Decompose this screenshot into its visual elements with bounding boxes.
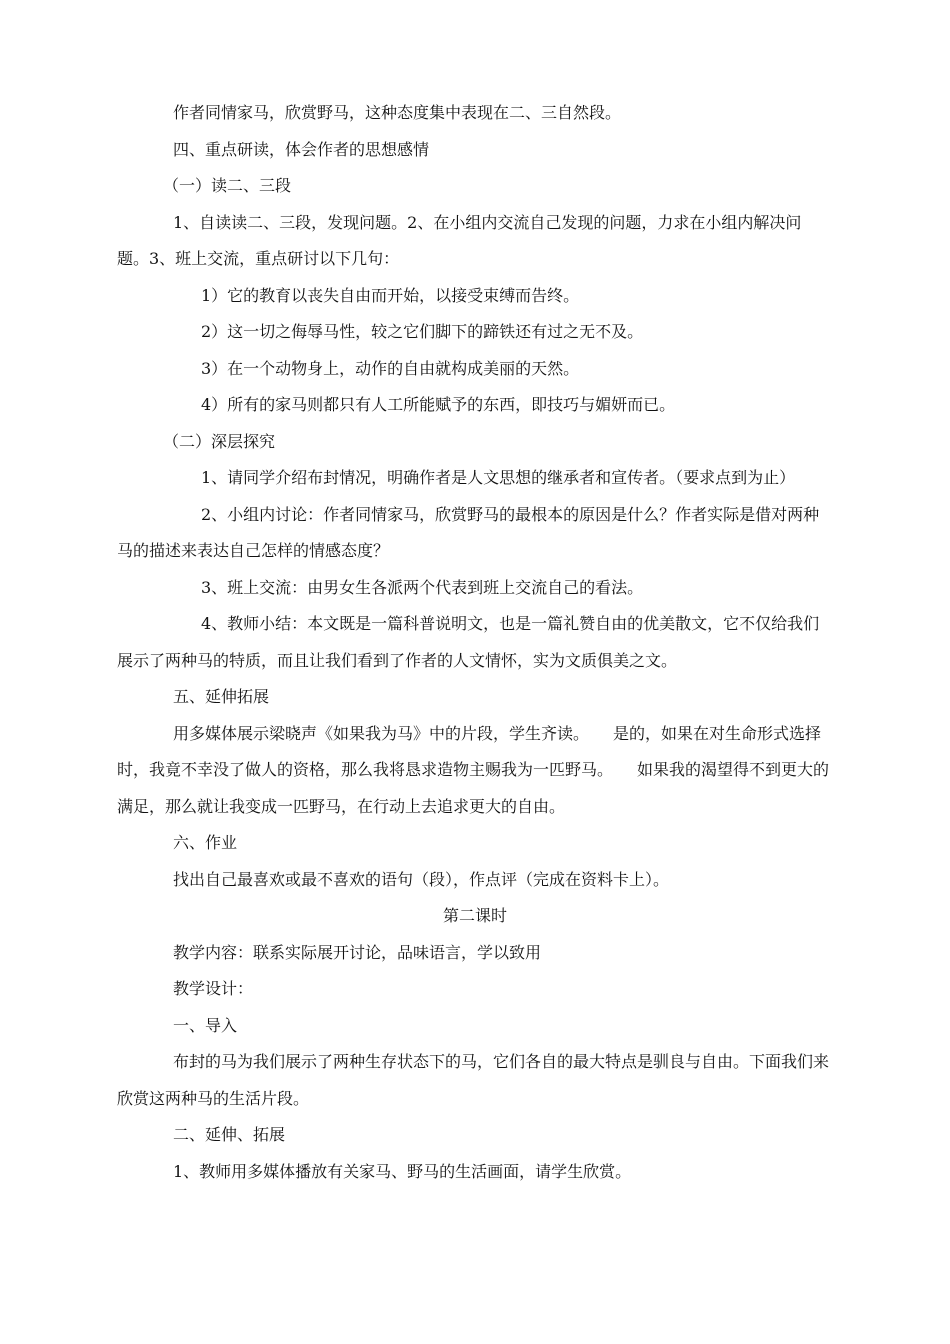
list-item-sentence-2: 2）这一切之侮辱马性，较之它们脚下的蹄铁还有过之无不及。 bbox=[201, 322, 644, 341]
paragraph-teaching-content: 教学内容：联系实际展开讨论，品味语言，学以致用 bbox=[173, 942, 542, 962]
document-body bbox=[117, 95, 833, 1190]
paragraph-steps: 1、自读读二、三段，发现问题。2、在小组内交流自己发现的问题，力求在小组内解决问题。3、班上交流，重点研讨以下几句： bbox=[117, 212, 802, 268]
paragraph-extension: 用多媒体展示梁晓声《如果我为马》中的片段，学生齐读。 是的，如果在对生命形式选择时，我竟不幸没了做人的资格，那么我将恳求造物主赐我为一匹野马。 如果我的渴望得不到更大的满足，那么就让我变成一匹野马，在行动上去追求更大的自由。 bbox=[117, 723, 830, 816]
paragraph-inquiry-1: 1、请同学介绍布封情况，明确作者是人文思想的继承者和宣传者。（要求点到为止） bbox=[201, 468, 796, 487]
paragraph-homework: 找出自己最喜欢或最不喜欢的语句（段），作点评（完成在资料卡上）。 bbox=[173, 869, 670, 889]
heading-introduction: 一、导入 bbox=[173, 1015, 238, 1035]
paragraph-multimedia: 1、教师用多媒体播放有关家马、野马的生活画面，请学生欣赏。 bbox=[173, 1161, 632, 1181]
paragraph-inquiry-4: 4、教师小结：本文既是一篇科普说明文，也是一篇礼赞自由的优美散文，它不仅给我们展示了两种马的特质，而且让我们看到了作者的人文情怀，实为文质俱美之文。 bbox=[117, 614, 820, 670]
paragraph-teaching-design: 教学设计： bbox=[173, 979, 254, 998]
paragraph-inquiry-3: 3、班上交流：由男女生各派两个代表到班上交流自己的看法。 bbox=[201, 577, 644, 597]
heading-extension-expansion: 二、延伸、拓展 bbox=[173, 1125, 286, 1144]
list-item-sentence-4: 4）所有的家马则都只有人工所能赋予的东西，即技巧与媚妍而已。 bbox=[201, 395, 676, 414]
heading-section-four: 四、重点研读，体会作者的思想感情 bbox=[173, 139, 430, 159]
paragraph-introduction: 布封的马为我们展示了两种生存状态下的马，它们各自的最大特点是驯良与自由。下面我们来欣赏这两种马的生活片段。 bbox=[117, 1052, 830, 1108]
paragraph-attitude: 作者同情家马，欣赏野马，这种态度集中表现在二、三自然段。 bbox=[173, 103, 622, 122]
heading-second-lesson: 第二课时 bbox=[442, 906, 507, 925]
list-item-sentence-1: 1）它的教育以丧失自由而开始，以接受束缚而告终。 bbox=[201, 285, 580, 305]
list-item-sentence-3: 3）在一个动物身上，动作的自由就构成美丽的天然。 bbox=[201, 358, 580, 378]
heading-section-five: 五、延伸拓展 bbox=[173, 687, 270, 706]
heading-section-six: 六、作业 bbox=[173, 833, 238, 852]
subheading-deep-inquiry: （二）深层探究 bbox=[163, 431, 276, 451]
paragraph-inquiry-2: 2、小组内讨论：作者同情家马，欣赏野马的最根本的原因是什么？作者实际是借对两种马的描述来表达自己怎样的情感态度？ bbox=[117, 504, 820, 560]
subheading-read-two-three: （一）读二、三段 bbox=[163, 176, 292, 195]
